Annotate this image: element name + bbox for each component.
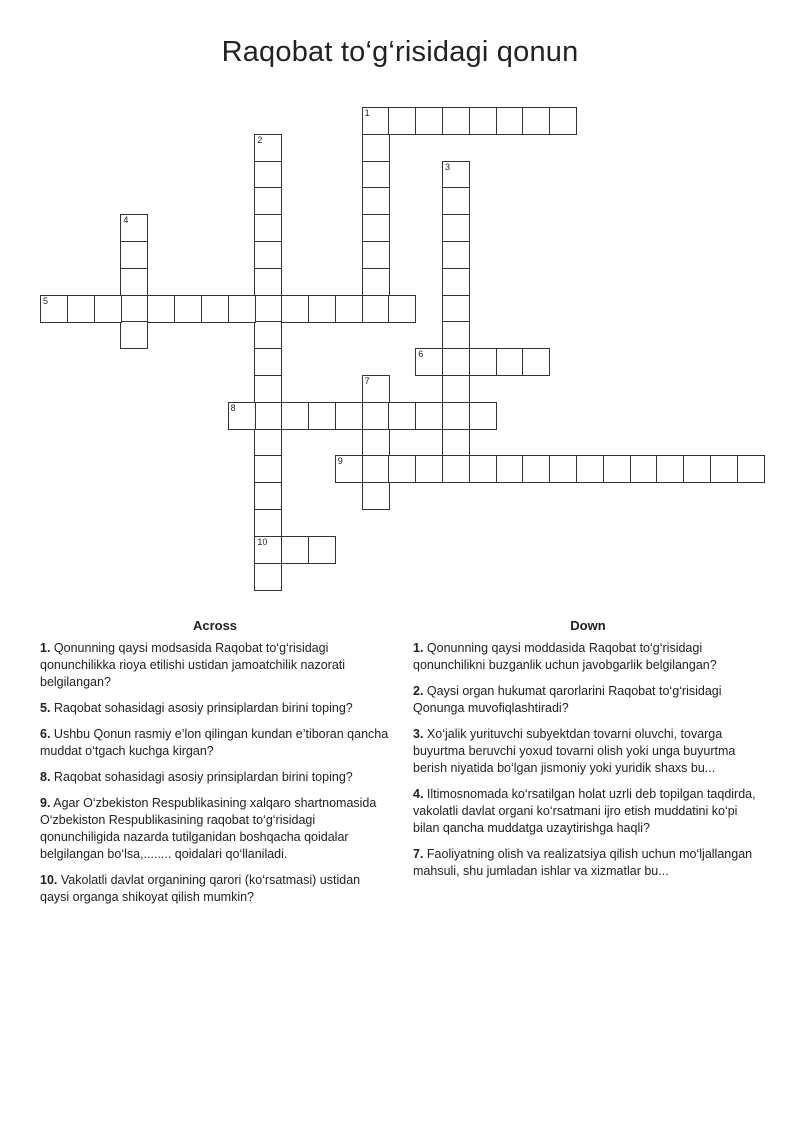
clue-number: 1. — [40, 641, 51, 655]
grid-cell[interactable] — [281, 536, 309, 564]
clue-number: 1. — [413, 641, 424, 655]
grid-cell[interactable] — [442, 375, 470, 403]
clue-text: Iltimosnomada ko‘rsatilgan holat uzrli deb topilgan taqdirda, vakolatli davlat organi ko‘rsatmani ijro etish muddatini ko‘pi bilan qancha muddatga uzaytirishga haqli? — [413, 787, 756, 835]
grid-cell[interactable] — [362, 295, 390, 323]
cell-number: 3 — [445, 161, 451, 172]
grid-cell[interactable] — [201, 295, 229, 323]
grid-cell[interactable] — [442, 429, 470, 457]
grid-cell[interactable] — [254, 321, 282, 349]
cell-number: 9 — [337, 456, 343, 467]
clue-number: 2. — [413, 684, 424, 698]
grid-cell[interactable] — [254, 563, 282, 591]
grid-cell[interactable] — [469, 107, 497, 135]
across-clue — [40, 795, 390, 863]
grid-cell[interactable] — [710, 455, 738, 483]
grid-cell[interactable] — [522, 348, 550, 376]
grid-cell[interactable] — [120, 268, 148, 296]
grid-cell[interactable] — [388, 107, 416, 135]
clue-number: 6. — [40, 727, 51, 741]
grid-cell[interactable] — [469, 455, 497, 483]
grid-cell[interactable] — [388, 295, 416, 323]
clue-text: Raqobat sohasidagi asosiy prinsiplardan birini toping? — [53, 770, 353, 784]
grid-cell[interactable] — [308, 402, 336, 430]
grid-cell[interactable] — [549, 455, 577, 483]
grid-cell[interactable] — [442, 402, 470, 430]
across-clue — [40, 769, 390, 786]
grid-cell[interactable] — [415, 455, 443, 483]
grid-cell[interactable] — [254, 348, 282, 376]
cell-number: 8 — [230, 402, 236, 413]
cell-number: 1 — [364, 108, 370, 118]
grid-cell[interactable] — [442, 348, 470, 376]
grid-cell[interactable] — [120, 214, 148, 242]
clue-text: Faoliyatning olish va realizatsiya qilish uchun mo‘ljallangan mahsuli, shu jumladan ishlar va xizmatlar bu... — [413, 847, 753, 878]
grid-cell[interactable] — [281, 402, 309, 430]
grid-cell[interactable] — [549, 107, 577, 135]
grid-cell[interactable] — [362, 161, 390, 189]
grid-cell[interactable] — [147, 295, 175, 323]
grid-cell[interactable] — [254, 187, 282, 215]
grid-cell[interactable] — [737, 455, 765, 483]
grid-cell[interactable] — [442, 241, 470, 269]
down-clue — [413, 786, 763, 837]
down-clues — [413, 618, 763, 889]
grid-cell[interactable] — [362, 455, 390, 483]
across-clues — [40, 618, 390, 915]
clue-number: 9. — [40, 796, 51, 810]
grid-cell[interactable] — [254, 455, 282, 483]
grid-cell[interactable] — [362, 429, 390, 457]
grid-cell[interactable] — [415, 402, 443, 430]
clue-number: 4. — [413, 787, 424, 801]
grid-cell[interactable] — [415, 107, 443, 135]
grid-cell[interactable] — [174, 295, 202, 323]
grid-cell[interactable] — [442, 268, 470, 296]
grid-cell[interactable] — [120, 321, 148, 349]
clue-text: Qonunning qaysi modsasida Raqobat to‘g‘risidagi qonunchilikka rioya etilishi ustidan jamoatchilik nazorati belgilangan? — [40, 641, 346, 689]
grid-cell[interactable] — [388, 402, 416, 430]
grid-cell[interactable] — [254, 268, 282, 296]
clue-text: Ushbu Qonun rasmiy e’lon qilingan kundan e’tiboran qancha muddat o‘tgach kuchga kirgan? — [40, 727, 389, 758]
down-clue — [413, 640, 763, 674]
across-clue — [40, 726, 390, 760]
grid-cell[interactable] — [40, 295, 68, 323]
clue-text: Qonunning qaysi moddasida Raqobat to‘g‘risidagi qonunchilikni buzganlik uchun javobgarlik belgilangan? — [413, 641, 717, 672]
grid-cell[interactable] — [362, 241, 390, 269]
across-clue — [40, 640, 390, 691]
grid-cell[interactable] — [281, 295, 309, 323]
grid-cell[interactable] — [94, 295, 122, 323]
clue-number: 3. — [413, 727, 424, 741]
cell-number: 6 — [418, 349, 424, 360]
grid-cell[interactable] — [469, 348, 497, 376]
across-clue-list — [40, 640, 390, 906]
cell-number: 7 — [364, 376, 370, 386]
across-clue — [40, 872, 390, 906]
grid-cell[interactable] — [228, 295, 256, 323]
grid-cell[interactable] — [522, 455, 550, 483]
cell-number: 5 — [43, 295, 49, 306]
grid-cell[interactable] — [603, 455, 631, 483]
grid-cell[interactable] — [362, 482, 390, 510]
grid-cell[interactable] — [254, 295, 282, 323]
across-clue — [40, 700, 390, 717]
clue-text: Vakolatli davlat organining qarori (ko‘rsatmasi) ustidan qaysi organga shikoyat qilish mumkin? — [40, 873, 361, 904]
grid-cell[interactable] — [362, 375, 390, 403]
grid-cell[interactable] — [522, 107, 550, 135]
grid-cell[interactable] — [67, 295, 95, 323]
grid-cell[interactable] — [308, 295, 336, 323]
clue-text: Agar O‘zbekiston Respublikasining xalqaro shartnomasida O‘zbekiston Respublikasining raqobat to‘g‘risidagi qonunchiligida nazarda tutilganidan boshqacha qoidalar belgilangan bo‘lsa,........ qoidalari qo‘llaniladi. — [40, 796, 377, 861]
grid-cell[interactable] — [362, 107, 390, 135]
grid-cell[interactable] — [120, 241, 148, 269]
grid-cell[interactable] — [335, 402, 363, 430]
grid-cell[interactable] — [254, 161, 282, 189]
grid-cell[interactable] — [496, 348, 524, 376]
page-title: Raqobat to‘g‘risidagi qonun — [221, 36, 579, 68]
cell-number: 2 — [257, 134, 263, 145]
grid-cell[interactable] — [362, 134, 390, 162]
clue-number: 7. — [413, 847, 424, 861]
grid-cell[interactable] — [362, 187, 390, 215]
grid-cell[interactable] — [442, 161, 470, 189]
cell-number: 10 — [257, 536, 268, 547]
across-heading: Across — [192, 618, 238, 633]
down-clue — [413, 683, 763, 717]
grid-cell[interactable] — [254, 402, 282, 430]
grid-cell[interactable] — [362, 214, 390, 242]
grid-cell[interactable] — [308, 536, 336, 564]
grid-cell[interactable] — [388, 455, 416, 483]
clue-number: 10. — [40, 873, 58, 887]
grid-cell[interactable] — [254, 134, 282, 162]
grid-cell[interactable] — [442, 321, 470, 349]
grid-cell[interactable] — [442, 107, 470, 135]
grid-cell[interactable] — [415, 348, 443, 376]
down-heading: Down — [570, 618, 606, 633]
grid-cell[interactable] — [254, 375, 282, 403]
grid-cell[interactable] — [442, 455, 470, 483]
clue-text: Xo‘jalik yurituvchi subyektdan tovarni oluvchi, tovarga buyurtma beruvchi yoxud tovarni olish yoki unga buyurtma berish niyatida bo‘lgan jismoniy yoki yuridik shaxs bu... — [413, 727, 736, 775]
grid-cell[interactable] — [254, 241, 282, 269]
grid-cell[interactable] — [683, 455, 711, 483]
down-clue — [413, 846, 763, 880]
clue-number: 8. — [40, 770, 51, 784]
grid-cell[interactable] — [254, 429, 282, 457]
grid-cell[interactable] — [254, 214, 282, 242]
grid-cell[interactable] — [496, 455, 524, 483]
grid-cell[interactable] — [228, 402, 256, 430]
grid-cell[interactable] — [362, 402, 390, 430]
clue-text: Raqobat sohasidagi asosiy prinsiplardan birini toping? — [53, 701, 353, 715]
grid-cell[interactable] — [254, 509, 282, 537]
grid-cell[interactable] — [496, 107, 524, 135]
clue-text: Qaysi organ hukumat qarorlarini Raqobat to‘g‘risidagi Qonunga muvofiqlashtiradi? — [413, 684, 722, 715]
cell-number: 4 — [123, 215, 129, 226]
grid-cell[interactable] — [442, 295, 470, 323]
down-clue — [413, 726, 763, 777]
grid-cell[interactable] — [469, 402, 497, 430]
grid-cell[interactable] — [254, 482, 282, 510]
clue-number: 5. — [40, 701, 51, 715]
down-clue-list — [413, 640, 763, 880]
grid-cell[interactable] — [630, 455, 658, 483]
grid-cell[interactable] — [442, 214, 470, 242]
grid-cell[interactable] — [335, 295, 363, 323]
grid-cell[interactable] — [576, 455, 604, 483]
grid-cell[interactable] — [656, 455, 684, 483]
grid-cell[interactable] — [362, 268, 390, 296]
grid-cell[interactable] — [120, 295, 148, 323]
grid-cell[interactable] — [442, 187, 470, 215]
grid-cell[interactable] — [335, 455, 363, 483]
grid-cell[interactable] — [254, 536, 282, 564]
